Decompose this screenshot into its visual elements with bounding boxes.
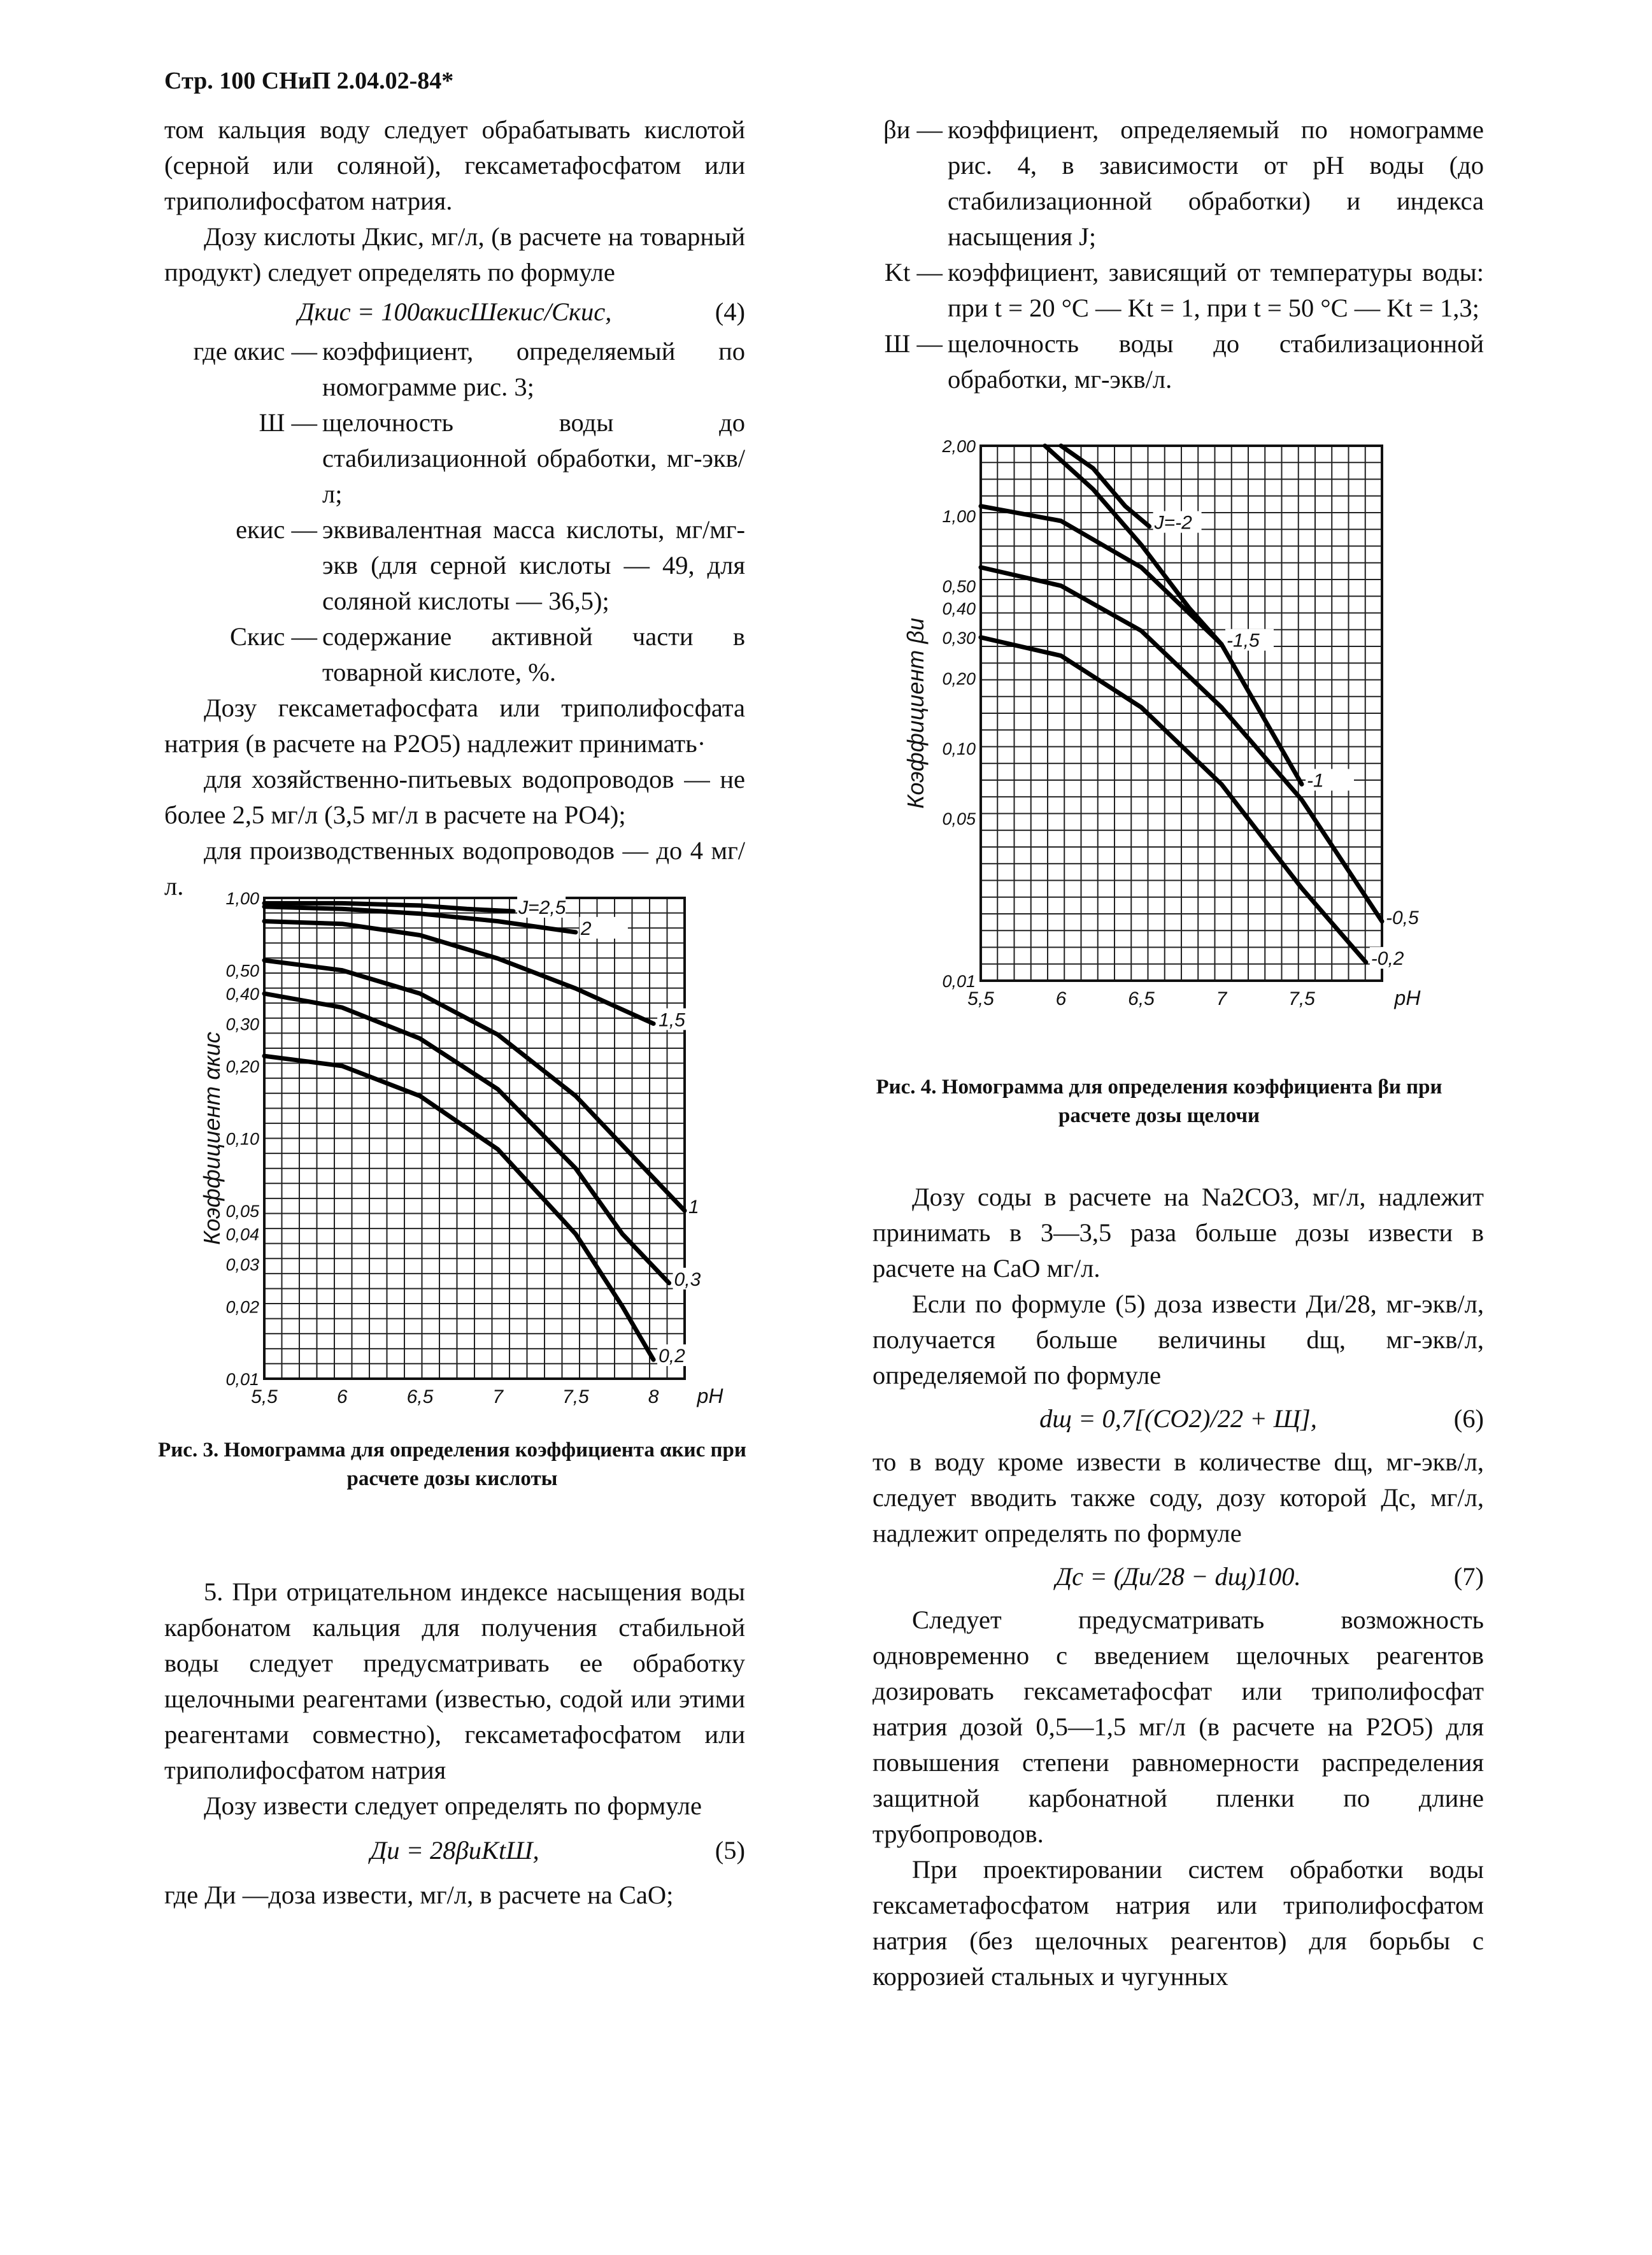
x-tick-label: 7: [492, 1386, 504, 1407]
paragraph: для производственных водопроводов — до 4 мг/л.: [164, 836, 745, 900]
definition-item: [164, 512, 745, 619]
curve-label: 0,3: [674, 1269, 701, 1290]
definition-text: эквивалентная масса кислоты, мг/мг-экв (для серной кислоты — 49, для соляной кислоты — 36,5);: [322, 515, 745, 615]
x-tick-label: 6,5: [1128, 988, 1155, 1009]
y-tick-label: 0,04: [225, 1225, 259, 1244]
x-tick-label: 6: [336, 1386, 348, 1407]
formula-number: (5): [715, 1836, 745, 1865]
formula-text: Ди = 28βиKtШ,: [370, 1836, 539, 1865]
curve-label: J=-2: [1154, 512, 1192, 534]
paragraph: для хозяйственно-питьевых водопроводов — не более 2,5 мг/л (3,5 мг/л в расчете на PO4);: [164, 765, 745, 829]
definition-list: [872, 112, 1484, 397]
definition-list: [164, 334, 745, 690]
definition-text: коэффициент, зависящий от температуры воды: при t = 20 °C — Kt = 1, при t = 50 °C — Kt = 1,3;: [948, 258, 1484, 322]
y-tick-label: 0,20: [225, 1056, 259, 1076]
paragraph: то в воду кроме извести в количестве dщ, мг-экв/л, следует вводить также соду, дозу которой Дс, мг/л, надлежит определять по формуле: [872, 1448, 1484, 1547]
definition-symbol: Cкис —: [230, 622, 317, 651]
x-tick-label: 6,5: [406, 1386, 434, 1407]
curve-label: -1: [1307, 770, 1324, 792]
y-tick-label: 2,00: [942, 437, 976, 456]
y-tick-label: 0,30: [942, 628, 976, 648]
curve-label: 0,2: [659, 1346, 685, 1367]
page-header: Стр. 100 СНиП 2.04.02-84*: [164, 68, 454, 94]
curve-label: -0,2: [1371, 948, 1404, 970]
paragraph: 5. При отрицательном индексе насыщения воды карбонатом кальция для получения стабильной воды следует предусматривать ее обработку щелочными реагентами (известью, содой или этими реагентами совместно), гексаметафосфатом или триполифосфатом натрия: [164, 1577, 745, 1784]
definition-symbol: βи —: [883, 115, 943, 144]
x-tick-label: 7,5: [562, 1386, 589, 1407]
x-tick-label: 6: [1055, 988, 1067, 1009]
y-tick-label: 0,03: [225, 1255, 259, 1274]
definition-symbol: Kt —: [884, 258, 943, 287]
y-tick-label: 0,30: [225, 1014, 259, 1034]
curve-1: [1045, 446, 1221, 644]
formula-number: (6): [1453, 1404, 1484, 1433]
paragraph: При проектировании систем обработки воды гексаметафосфатом натрия или триполифосфатом натрия (без щелочных реагентов) для борьбы с коррозией стальных и чугунных: [872, 1855, 1484, 1991]
paragraph: Дозу гексаметафосфата или триполифосфата натрия (в расчете на P2O5) надлежит принимать·: [164, 694, 745, 758]
y-tick-label: 0,10: [942, 739, 976, 758]
definition-item: [872, 326, 1484, 397]
y-tick-label: 1,00: [942, 506, 976, 526]
formula-text: dщ = 0,7[(CO2)/22 + Щ],: [1039, 1404, 1317, 1433]
figure-3-caption: Рис. 3. Номограмма для определения коэффициента αкис при расчете дозы кислоты: [158, 1439, 746, 1490]
right-column-top: [872, 112, 1484, 397]
definition-text: коэффициент, определяемый по номограмме рис. 3;: [322, 337, 745, 401]
x-tick-label: 7: [1216, 988, 1227, 1009]
definition-text: коэффициент, определяемый по номограмме рис. 4, в зависимости от pH воды (до стабилизационной обработки) и индекса насыщения J;: [948, 115, 1484, 251]
y-axis-label: Коэффициент αкис: [199, 1032, 225, 1245]
formula-5: [164, 1833, 745, 1868]
formula-number: (4): [715, 297, 745, 326]
paragraph: Дозу извести следует определять по формуле: [204, 1791, 702, 1820]
definition-item: [164, 619, 745, 690]
definition-symbol: Ш —: [259, 408, 317, 437]
left-column-bottom: [164, 1574, 745, 1913]
y-tick-label: 1,00: [225, 889, 259, 908]
paragraph: Следует предусматривать возможность одновременно с введением щелочных реагентов дозировать гексаметафосфат или триполифосфат натрия дозой 0,5—1,5 мг/л (в расчете на P2O5) для повышения степени равномерности распределения защитной карбонатной пленки по длине трубопроводов.: [872, 1605, 1484, 1848]
y-tick-label: 0,01: [225, 1370, 259, 1389]
curve-label: 1: [688, 1197, 699, 1218]
definition-symbol: где αкис —: [193, 337, 317, 366]
x-tick-label: 5,5: [251, 1386, 278, 1407]
y-tick-label: 0,50: [225, 961, 259, 981]
y-axis-label: Коэффициент βи: [902, 618, 929, 809]
definition-symbol: eкис —: [236, 515, 317, 544]
definition-symbol: Ш —: [884, 329, 943, 358]
curve-label: -0,5: [1386, 907, 1419, 928]
definition-item: [872, 112, 1484, 255]
x-tick-label: 7,5: [1288, 988, 1315, 1009]
left-column-top: [164, 112, 745, 904]
y-tick-label: 0,10: [225, 1129, 259, 1149]
y-tick-label: 0,02: [225, 1297, 259, 1317]
y-tick-label: 0,20: [942, 669, 976, 689]
figure-4-caption: Рис. 4. Номограмма для определения коэффициента βи при расчете дозы щелочи: [876, 1076, 1442, 1127]
definition-text: содержание активной части в товарной кислоте, %.: [322, 622, 745, 686]
definition-item: [872, 255, 1484, 326]
formula-text: Дкис = 100αкисШeкис/Cкис,: [297, 297, 612, 326]
y-tick-label: 0,01: [942, 972, 976, 991]
paragraph: том кальция воду следует обрабатывать кислотой (серной или соляной), гексаметафосфатом или триполифосфатом натрия.: [164, 115, 745, 215]
formula-6: [872, 1401, 1484, 1437]
paragraph: Дозу соды в расчете на Na2CO3, мг/л, надлежит принимать в 3—3,5 раза больше дозы извести в расчете на CaO мг/л.: [872, 1183, 1484, 1283]
definition-item: [164, 405, 745, 512]
curve-label: 1,5: [659, 1009, 685, 1031]
curve-label: -1,5: [1227, 630, 1260, 651]
x-axis-label: pH: [1394, 986, 1421, 1009]
y-tick-label: 0,50: [942, 576, 976, 596]
x-axis-label: pH: [697, 1384, 723, 1407]
paragraph: Если по формуле (5) доза извести Ди/28, мг-экв/л, получается больше величины dщ, мг-экв/л, определяемой по формуле: [872, 1290, 1484, 1390]
formula-7: [872, 1559, 1484, 1595]
y-tick-label: 0,40: [942, 599, 976, 619]
formula-4: [164, 294, 745, 330]
y-tick-label: 0,40: [225, 985, 259, 1004]
paragraph: Дозу кислоты Дкис, мг/л, (в расчете на товарный продукт) следует определять по формуле: [164, 222, 745, 287]
x-tick-label: 5,5: [967, 988, 994, 1009]
formula-number: (7): [1453, 1562, 1484, 1591]
y-tick-label: 0,05: [942, 809, 976, 829]
curve-0: [1061, 446, 1150, 527]
definition-item: [164, 334, 745, 405]
curve-label: J=2,5: [518, 897, 566, 918]
curve-5: [264, 1056, 653, 1360]
right-column-bottom: [872, 1179, 1484, 1995]
figure-4-nomogram: [879, 433, 1452, 1025]
paragraph: где Ди —доза извести, мг/л, в расчете на CaO;: [164, 1881, 674, 1909]
curve-label: 2: [580, 918, 592, 939]
definition-text: щелочность воды до стабилизационной обработки, мг-экв/л.: [948, 329, 1484, 394]
x-tick-label: 8: [648, 1386, 659, 1407]
formula-text: Дс = (Ди/28 − dщ)100.: [1055, 1562, 1301, 1591]
figure-3-nomogram: [191, 889, 723, 1414]
definition-text: щелочность воды до стабилизационной обработки, мг-экв/л;: [322, 408, 745, 508]
y-tick-label: 0,05: [225, 1202, 259, 1221]
